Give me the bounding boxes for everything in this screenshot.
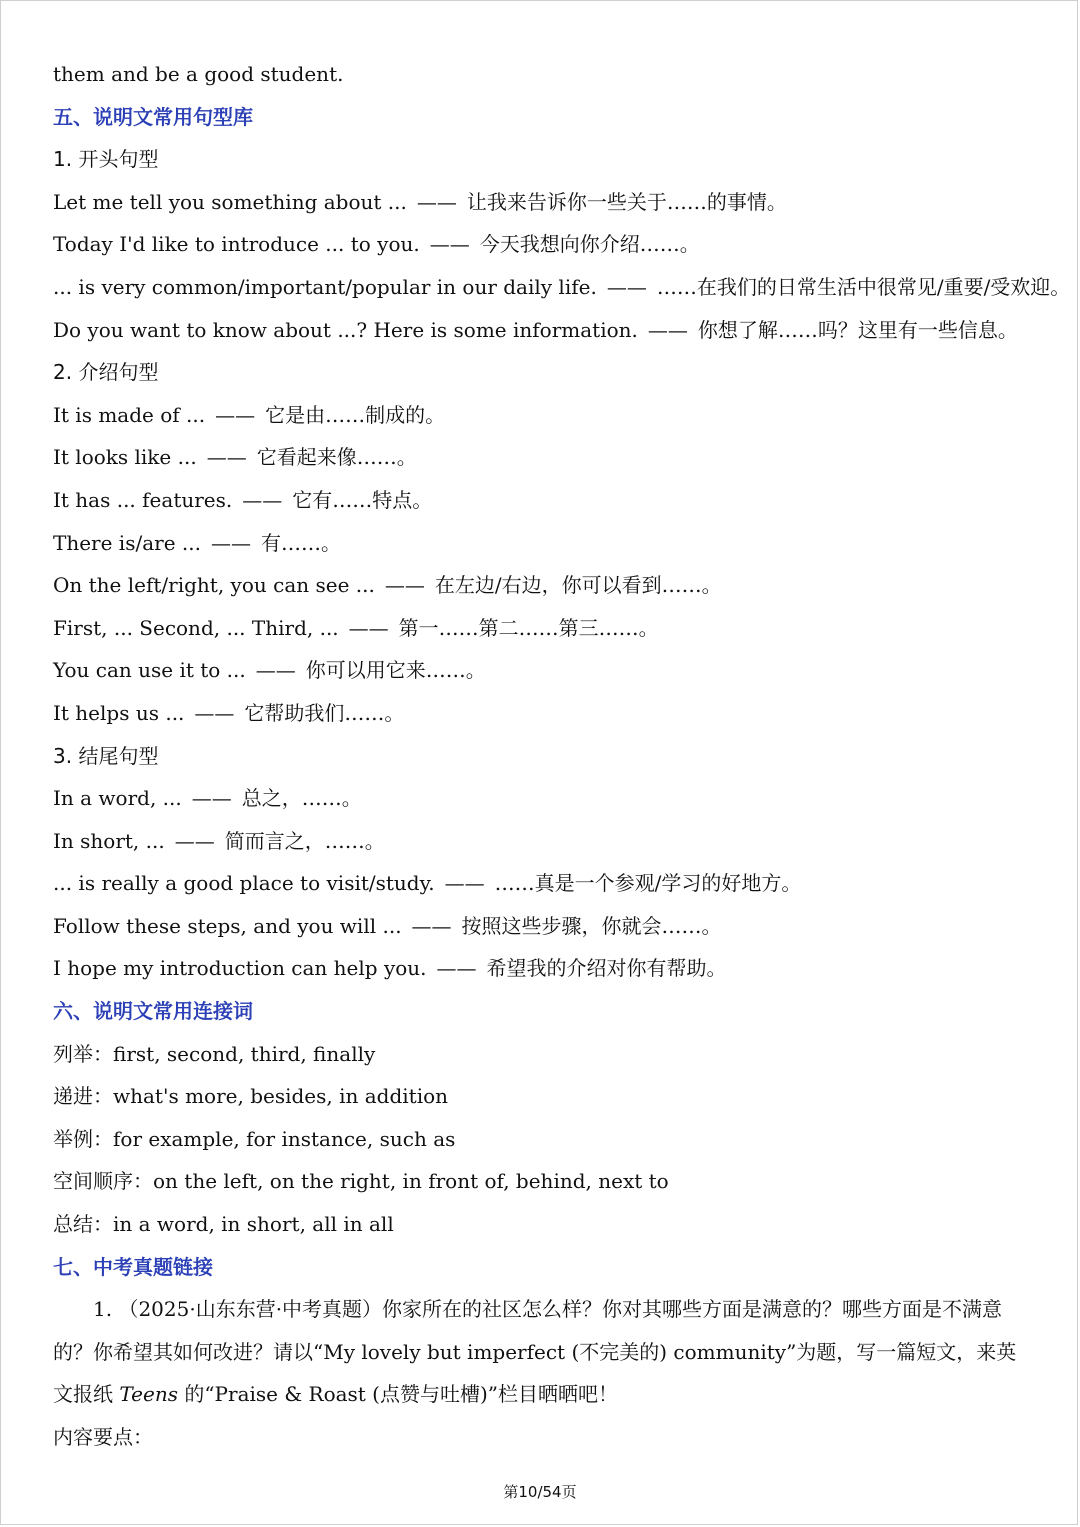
pattern-en: You can use it to ... <box>53 658 246 683</box>
pattern-zh: 让我来告诉你一些关于……的事情。 <box>466 189 787 214</box>
connective-words: for example, for instance, such as <box>113 1126 456 1151</box>
dash: —— <box>210 530 251 555</box>
closing-patterns-list <box>53 777 1033 990</box>
pattern-en: In a word, ... <box>53 786 182 811</box>
question-text-part1: 1. （2025·山东东营·中考真题）你家所在的社区怎么样？你对其哪些方面是满意的？哪些方面是不满意的？你希望其如何改进？请以“My lovely but imperfect (不完美的) community”为题，写一篇短文，来英文报纸 <box>53 1297 1017 1407</box>
pattern-en: It looks like ... <box>53 445 197 470</box>
connective-row <box>53 1075 1033 1118</box>
connective-label: 递进： <box>53 1084 113 1109</box>
pattern-zh: ……在我们的日常生活中很常见/重要/受欢迎。 <box>656 274 1071 299</box>
dash: —— <box>436 956 477 981</box>
pattern-en: It has ... features. <box>53 487 233 512</box>
pattern-en: It is made of ... <box>53 402 206 427</box>
sentence-pattern-row <box>53 394 1033 437</box>
dash: —— <box>384 573 425 598</box>
connective-label: 列举： <box>53 1041 113 1066</box>
pattern-zh: 它是由……制成的。 <box>265 402 446 427</box>
sentence-pattern-row <box>53 436 1033 479</box>
dash: —— <box>215 402 256 427</box>
connective-label: 空间顺序： <box>53 1169 153 1194</box>
opening-patterns-title: 1. 开头句型 <box>53 147 159 172</box>
pattern-zh: 在左边/右边，你可以看到……。 <box>434 573 722 598</box>
dash: —— <box>206 445 247 470</box>
dash: —— <box>255 658 296 683</box>
pattern-zh: 总之，……。 <box>241 786 362 811</box>
dash: —— <box>444 871 485 896</box>
sentence-pattern-row <box>53 649 1033 692</box>
sentence-pattern-row <box>53 479 1033 522</box>
exam-question-paragraph <box>53 1288 1031 1416</box>
dash: —— <box>411 913 452 938</box>
sentence-pattern-row <box>53 820 1033 863</box>
page-number: 第10/54页 <box>503 1483 577 1501</box>
pattern-en: Do you want to know about ...? Here is some information. <box>53 317 638 342</box>
pattern-zh: 简而言之，……。 <box>224 828 385 853</box>
pattern-en: On the left/right, you can see ... <box>53 573 375 598</box>
sentence-pattern-row <box>53 862 1033 905</box>
sentence-pattern-row <box>53 692 1033 735</box>
sentence-pattern-row <box>53 777 1033 820</box>
section-7-heading: 七、中考真题链接 <box>53 1254 213 1279</box>
sentence-pattern-row <box>53 522 1033 565</box>
pattern-zh: 希望我的介绍对你有帮助。 <box>486 956 727 981</box>
pattern-zh: 你可以用它来……。 <box>305 658 486 683</box>
section-5-heading: 五、说明文常用句型库 <box>53 104 253 129</box>
closing-patterns-title: 3. 结尾句型 <box>53 743 159 768</box>
pattern-zh: 它有……特点。 <box>292 487 433 512</box>
intro-patterns-list <box>53 394 1033 735</box>
intro-patterns-title: 2. 介绍句型 <box>53 360 159 385</box>
connective-row <box>53 1033 1033 1076</box>
dash: —— <box>242 487 283 512</box>
dash: —— <box>429 232 470 257</box>
dash: —— <box>194 700 235 725</box>
pattern-zh: 它看起来像……。 <box>256 445 417 470</box>
pattern-en: There is/are ... <box>53 530 201 555</box>
dash: —— <box>416 189 457 214</box>
dash: —— <box>191 786 232 811</box>
pattern-en: Let me tell you something about ... <box>53 189 407 214</box>
pattern-zh: 有……。 <box>260 530 341 555</box>
pattern-zh: 你想了解……吗？这里有一些信息。 <box>697 317 1018 342</box>
connective-words: first, second, third, finally <box>113 1041 376 1066</box>
newspaper-name: Teens <box>119 1382 178 1407</box>
connective-row <box>53 1118 1033 1161</box>
dash: —— <box>348 615 389 640</box>
connective-label: 总结： <box>53 1212 113 1237</box>
pattern-zh: 它帮助我们……。 <box>244 700 405 725</box>
pattern-zh: 今天我想向你介绍……。 <box>479 232 700 257</box>
connectives-list <box>53 1033 1033 1246</box>
pattern-en: I hope my introduction can help you. <box>53 956 427 981</box>
page-content <box>53 53 1071 1459</box>
sentence-pattern-row <box>53 309 1033 352</box>
connective-words: on the left, on the right, in front of, behind, next to <box>153 1169 669 1194</box>
dash: —— <box>647 317 688 342</box>
pattern-en: In short, ... <box>53 828 165 853</box>
sentence-pattern-row <box>53 564 1033 607</box>
pattern-zh: 第一……第二……第三……。 <box>398 615 659 640</box>
pattern-en: Today I'd like to introduce ... to you. <box>53 232 420 257</box>
connective-row <box>53 1203 1033 1246</box>
sentence-pattern-row <box>53 223 1033 266</box>
section-6-heading: 六、说明文常用连接词 <box>53 999 253 1024</box>
opening-patterns-list <box>53 181 1071 351</box>
sentence-pattern-row <box>53 905 1033 948</box>
connective-row <box>53 1160 1033 1203</box>
connective-label: 举例： <box>53 1126 113 1151</box>
pattern-en: It helps us ... <box>53 700 185 725</box>
dash: —— <box>606 274 647 299</box>
pattern-en: Follow these steps, and you will ... <box>53 913 402 938</box>
pattern-en: ... is very common/important/popular in our daily life. <box>53 274 597 299</box>
dash: —— <box>174 828 215 853</box>
connective-words: in a word, in short, all in all <box>113 1212 394 1237</box>
sentence-pattern-row <box>53 266 1071 309</box>
pattern-en: First, ... Second, ... Third, ... <box>53 615 339 640</box>
content-points-label: 内容要点： <box>53 1425 153 1449</box>
sentence-pattern-row <box>53 947 1033 990</box>
sentence-pattern-row <box>53 181 1033 224</box>
sentence-pattern-row <box>53 607 1033 650</box>
pattern-zh: 按照这些步骤，你就会……。 <box>461 913 722 938</box>
connective-words: what's more, besides, in addition <box>113 1084 449 1109</box>
pattern-en: ... is really a good place to visit/study. <box>53 871 435 896</box>
pattern-zh: ……真是一个参观/学习的好地方。 <box>494 871 802 896</box>
intro-tail-text: them and be a good student. <box>53 62 344 86</box>
question-text-part2: 的“Praise & Roast (点赞与吐槽)”栏目晒晒吧！ <box>177 1382 619 1407</box>
